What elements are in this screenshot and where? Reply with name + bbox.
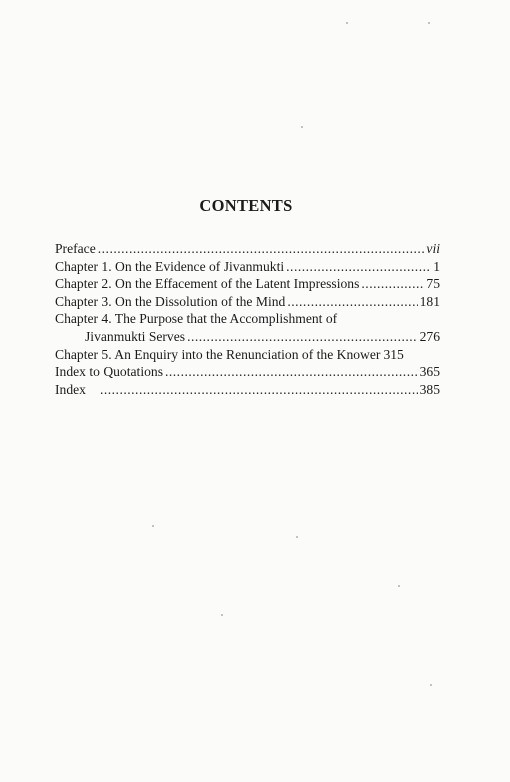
leader-dots [98,240,425,258]
toc-entry-chapter-5 [55,346,440,364]
toc-entry-label: Jivanmukti Serves [85,328,186,344]
toc-entry-page: 181 [419,293,440,309]
contents-heading: CONTENTS [199,196,293,215]
paper-speck [398,585,400,587]
toc-entry-index-to-quotations [55,363,440,381]
paper-speck [301,126,303,128]
toc-entry-page: 75 [426,276,440,292]
toc-entry-page: 276 [419,328,440,344]
toc-entry-chapter-1 [55,258,440,276]
toc-entry-label: Chapter 2. On the Effacement of the Latent Impressions [55,276,360,292]
table-of-contents [55,240,440,398]
paper-speck [346,22,348,24]
toc-entry-chapter-4 [55,310,440,328]
toc-entry-page: 385 [419,381,440,397]
toc-entry-index [55,381,440,399]
toc-entry-label: Preface [55,241,96,256]
leader-dots [286,258,431,276]
toc-entry-chapter-2 [55,275,440,293]
toc-entry-chapter-3 [55,293,440,311]
paper-speck [221,614,223,616]
toc-entry-label: Chapter 4. The Purpose that the Accomplishment of [55,311,338,327]
toc-entry-label: Chapter 1. On the Evidence of Jivanmukti [55,258,285,274]
leader-dots [187,328,418,346]
leader-dots [287,293,417,311]
toc-entry-label: Chapter 3. On the Dissolution of the Mind [55,293,286,309]
toc-entry-page: vii [426,241,440,256]
paper-speck [296,536,298,538]
leader-dots [165,363,418,381]
toc-entry-page: 365 [419,364,440,380]
toc-entry-label: Chapter 5. An Enquiry into the Renunciation of the Knower [55,346,381,362]
toc-entry-chapter-4-continued [55,328,440,346]
toc-entry-preface [55,240,440,258]
paper-speck [430,684,432,686]
paper-speck [428,22,430,24]
leader-dots [100,381,418,399]
toc-entry-label: Index [55,381,86,397]
paper-speck [152,525,154,527]
toc-entry-label: Index to Quotations [55,364,163,380]
toc-entry-page: 1 [433,258,440,274]
toc-entry-page: 315 [383,346,404,362]
leader-dots [361,275,424,293]
